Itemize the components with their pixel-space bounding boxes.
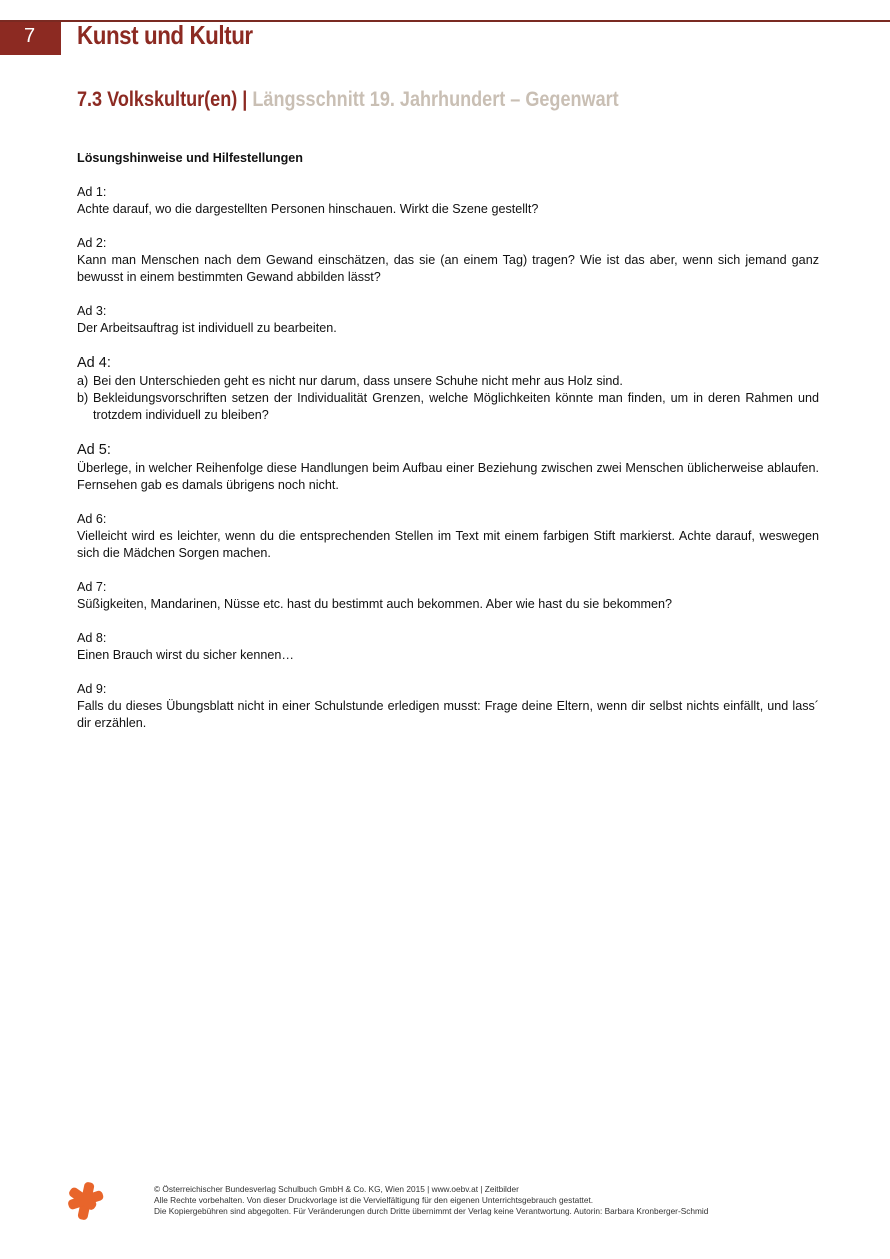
ad-label: Ad 3:: [77, 304, 107, 318]
ad-label: Ad 4:: [77, 355, 111, 371]
section-separator: |: [242, 88, 248, 111]
list-item: [77, 373, 819, 390]
ad-label: Ad 9:: [77, 682, 107, 696]
ad-label: Ad 6:: [77, 512, 107, 526]
ad-label: Ad 5:: [77, 442, 111, 458]
ad-text: Überlege, in welcher Reihenfolge diese Handlungen beim Aufbau einer Beziehung zwischen zwei Menschen üblicherweise ablaufen. Fernsehen gab es damals übrigens noch nicht.: [77, 461, 819, 492]
list-marker: b): [77, 391, 89, 405]
ad-2: [77, 235, 819, 286]
chapter-number-badge: [0, 22, 61, 55]
ad-4: [77, 354, 819, 424]
section-topic: Längsschnitt 19. Jahrhundert – Gegenwart: [252, 88, 619, 111]
list-text: Bekleidungsvorschriften setzen der Individualität Grenzen, welche Möglichkeiten könnte man finden, um in deren Rahmen und trotzdem individuell zu bleiben?: [93, 391, 819, 422]
ad-text: Vielleicht wird es leichter, wenn du die entsprechenden Stellen im Text mit einem farbigen Stift markierst. Achte darauf, weswegen sich die Mädchen Sorgen machen.: [77, 529, 819, 560]
ad-text: Einen Brauch wirst du sicher kennen…: [77, 648, 295, 662]
ad-label: Ad 8:: [77, 631, 107, 645]
chapter-title: Kunst und Kultur: [77, 20, 253, 50]
footer-line: Die Kopiergebühren sind abgegolten. Für Veränderungen durch Dritte übernimmt der Verlag keine Verantwortung. Autorin: Barbara Kronberger-Schmid: [154, 1206, 709, 1216]
footer-line: © Österreichischer Bundesverlag Schulbuch GmbH & Co. KG, Wien 2015 | www.oebv.at | Zeitbilder: [154, 1184, 519, 1194]
ad-7: [77, 579, 819, 613]
ad-9: [77, 681, 819, 732]
ad-1: [77, 184, 819, 218]
ad-text: Falls du dieses Übungsblatt nicht in einer Schulstunde erledigen musst: Frage deine Eltern, wenn dir selbst nichts einfällt, und lass´ dir erzählen.: [77, 699, 819, 730]
section-heading: [77, 88, 619, 112]
footer-copyright: [154, 1184, 708, 1217]
solution-hints: [77, 150, 819, 749]
ad-6: [77, 511, 819, 562]
list-text: Bei den Unterschieden geht es nicht nur darum, dass unsere Schuhe nicht mehr aus Holz sind.: [93, 374, 623, 388]
section-number: 7.3: [77, 88, 103, 111]
list-item: [77, 390, 819, 424]
content-title: Lösungshinweise und Hilfestellungen: [77, 151, 304, 165]
ad-5: [77, 441, 819, 494]
ad-text: Achte darauf, wo die dargestellten Personen hinschauen. Wirkt die Szene gestellt?: [77, 202, 539, 216]
ad-text: Kann man Menschen nach dem Gewand einschätzen, das sie (an einem Tag) tragen? Wie ist das aber, wenn sich jemand ganz bewusst in einem bestimmten Gewand abbilden lässt?: [77, 253, 819, 284]
ad-3: [77, 303, 819, 337]
oebv-logo-icon: [66, 1180, 106, 1222]
footer-line: Alle Rechte vorbehalten. Von dieser Druckvorlage ist die Vervielfältigung für den eigenen Unterrichtsgebrauch gestattet.: [154, 1195, 594, 1205]
section-title: Volkskultur(en): [107, 88, 238, 111]
ad-label: Ad 7:: [77, 580, 107, 594]
ad-8: [77, 630, 819, 664]
chapter-number: 7: [24, 25, 36, 47]
ad-label: Ad 1:: [77, 185, 107, 199]
ad-label: Ad 2:: [77, 236, 107, 250]
ad-text: Süßigkeiten, Mandarinen, Nüsse etc. hast du bestimmt auch bekommen. Aber wie hast du sie bekommen?: [77, 597, 673, 611]
list-marker: a): [77, 374, 89, 388]
ad-text: Der Arbeitsauftrag ist individuell zu bearbeiten.: [77, 321, 337, 335]
